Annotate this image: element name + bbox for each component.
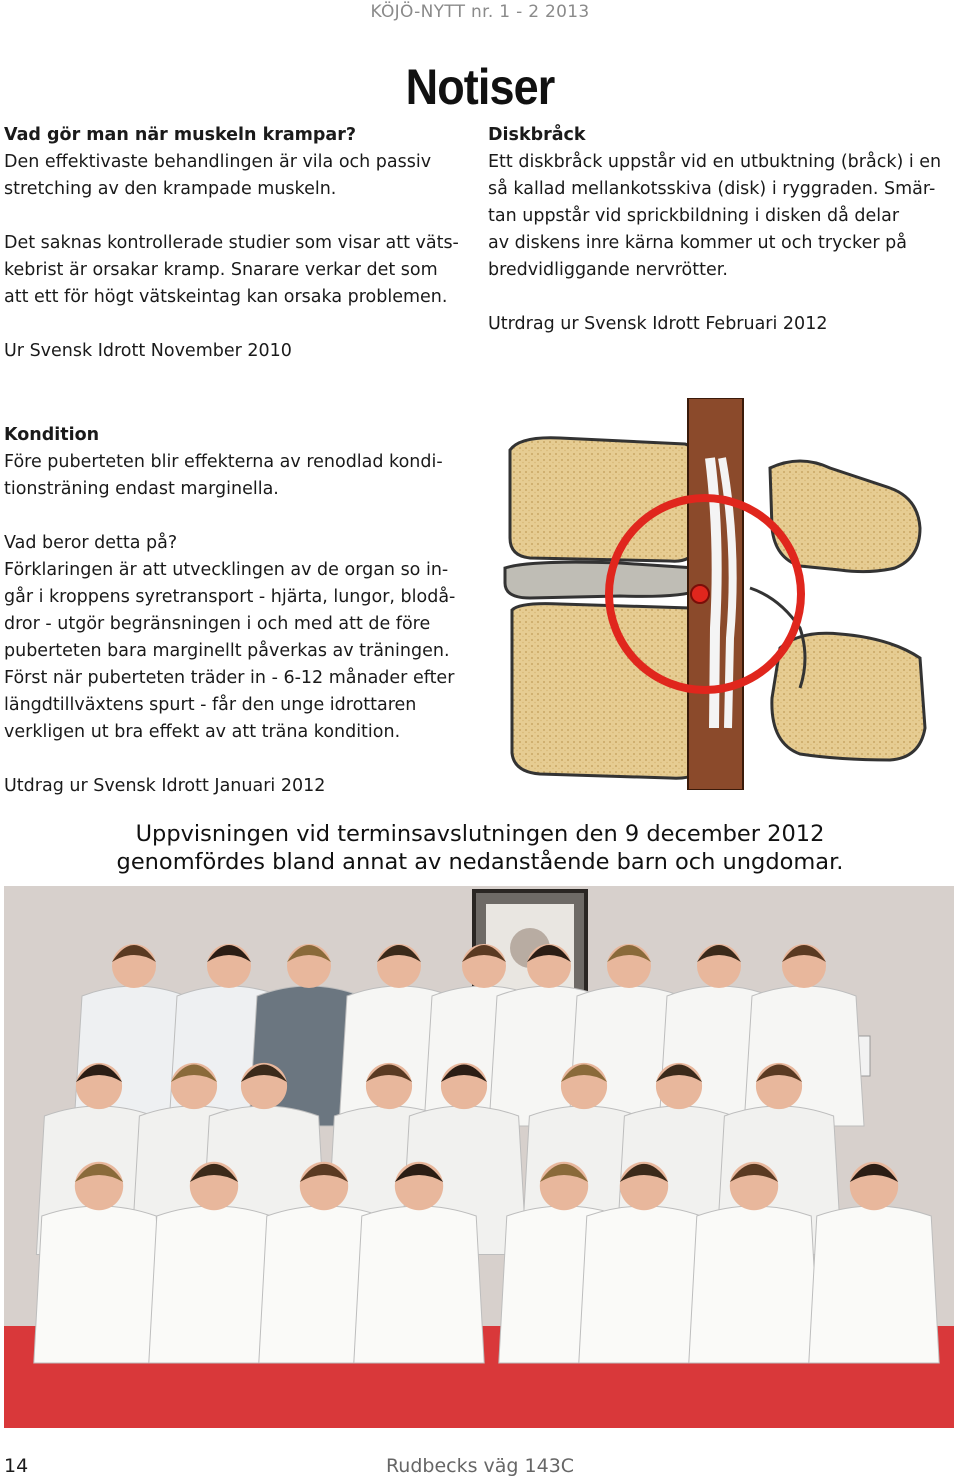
body-line: puberteten bara marginellt påverkas av träningen.: [4, 641, 450, 661]
body-line: Först när puberteten träder in - 6-12 månader efter: [4, 668, 455, 688]
article-source: Utrdrag ur Svensk Idrott Februari 2012: [488, 314, 828, 334]
article-heading: Diskbråck: [488, 125, 586, 145]
body-line: kebrist är orsakar kramp. Snarare verkar det som: [4, 260, 438, 280]
herniated-disc-illustration: [500, 398, 930, 790]
article-diskbrack: [488, 122, 958, 338]
herniation-dot: [691, 585, 709, 603]
lower-vertebra: [512, 604, 706, 779]
article-kondition: [4, 422, 474, 800]
page-title: Notiser: [405, 59, 555, 115]
upper-vertebra: [510, 438, 698, 561]
publication-header: KÖJÖ-NYTT nr. 1 - 2 2013: [370, 2, 590, 22]
body-line: att ett för högt vätskeintag kan orsaka problemen.: [4, 287, 448, 307]
child-body: [744, 986, 864, 1126]
body-line: bredvidliggande nervrötter.: [488, 260, 728, 280]
article-source: Ur Svensk Idrott November 2010: [4, 341, 292, 361]
body-line: Den effektivaste behandlingen är vila och passiv: [4, 152, 432, 172]
photo-caption: [0, 820, 960, 876]
page-number: 14: [4, 1455, 29, 1477]
article-muskelkramp: [4, 122, 474, 365]
spine-diagram: [500, 398, 930, 790]
body-line: går i kroppens syretransport - hjärta, lungor, blodå-: [4, 587, 456, 607]
article-source: Utdrag ur Svensk Idrott Januari 2012: [4, 776, 326, 796]
body-line: Vad beror detta på?: [4, 533, 178, 553]
intervertebral-disc: [505, 562, 704, 598]
body-line: så kallad mellankotsskiva (disk) i ryggraden. Smär-: [488, 179, 936, 199]
footer-address: Rudbecks väg 143C: [385, 1455, 575, 1477]
body-line: stretching av den krampade muskeln.: [4, 179, 337, 199]
caption-line: genomfördes bland annat av nedanstående barn och ungdomar.: [116, 849, 844, 875]
body-line: av diskens inre kärna kommer ut och trycker på: [488, 233, 907, 253]
group-photo-drawing: [4, 886, 954, 1428]
body-line: längdtillväxtens spurt - får den unge idrottaren: [4, 695, 417, 715]
child-body: [354, 1206, 484, 1363]
lower-process: [772, 633, 925, 760]
child-body: [809, 1206, 939, 1363]
child-body: [689, 1206, 819, 1363]
body-line: tionsträning endast marginella.: [4, 479, 279, 499]
body-line: Förklaringen är att utvecklingen av de organ so in-: [4, 560, 449, 580]
article-heading: Vad gör man när muskeln krampar?: [4, 125, 356, 145]
article-heading: Kondition: [4, 425, 100, 445]
body-line: Det saknas kontrollerade studier som visar att väts-: [4, 233, 459, 253]
body-line: tan uppstår vid sprickbildning i disken då delar: [488, 206, 900, 226]
caption-line: Uppvisningen vid terminsavslutningen den 9 december 2012: [135, 821, 825, 847]
child-body: [34, 1206, 164, 1363]
body-line: dror - utgör begränsningen i och med att de före: [4, 614, 431, 634]
body-line: verkligen ut bra effekt av att träna kondition.: [4, 722, 401, 742]
body-line: Ett diskbråck uppstår vid en utbuktning (bråck) i en: [488, 152, 942, 172]
group-photo: [4, 886, 954, 1428]
body-line: Före puberteten blir effekterna av renodlad kondi-: [4, 452, 443, 472]
